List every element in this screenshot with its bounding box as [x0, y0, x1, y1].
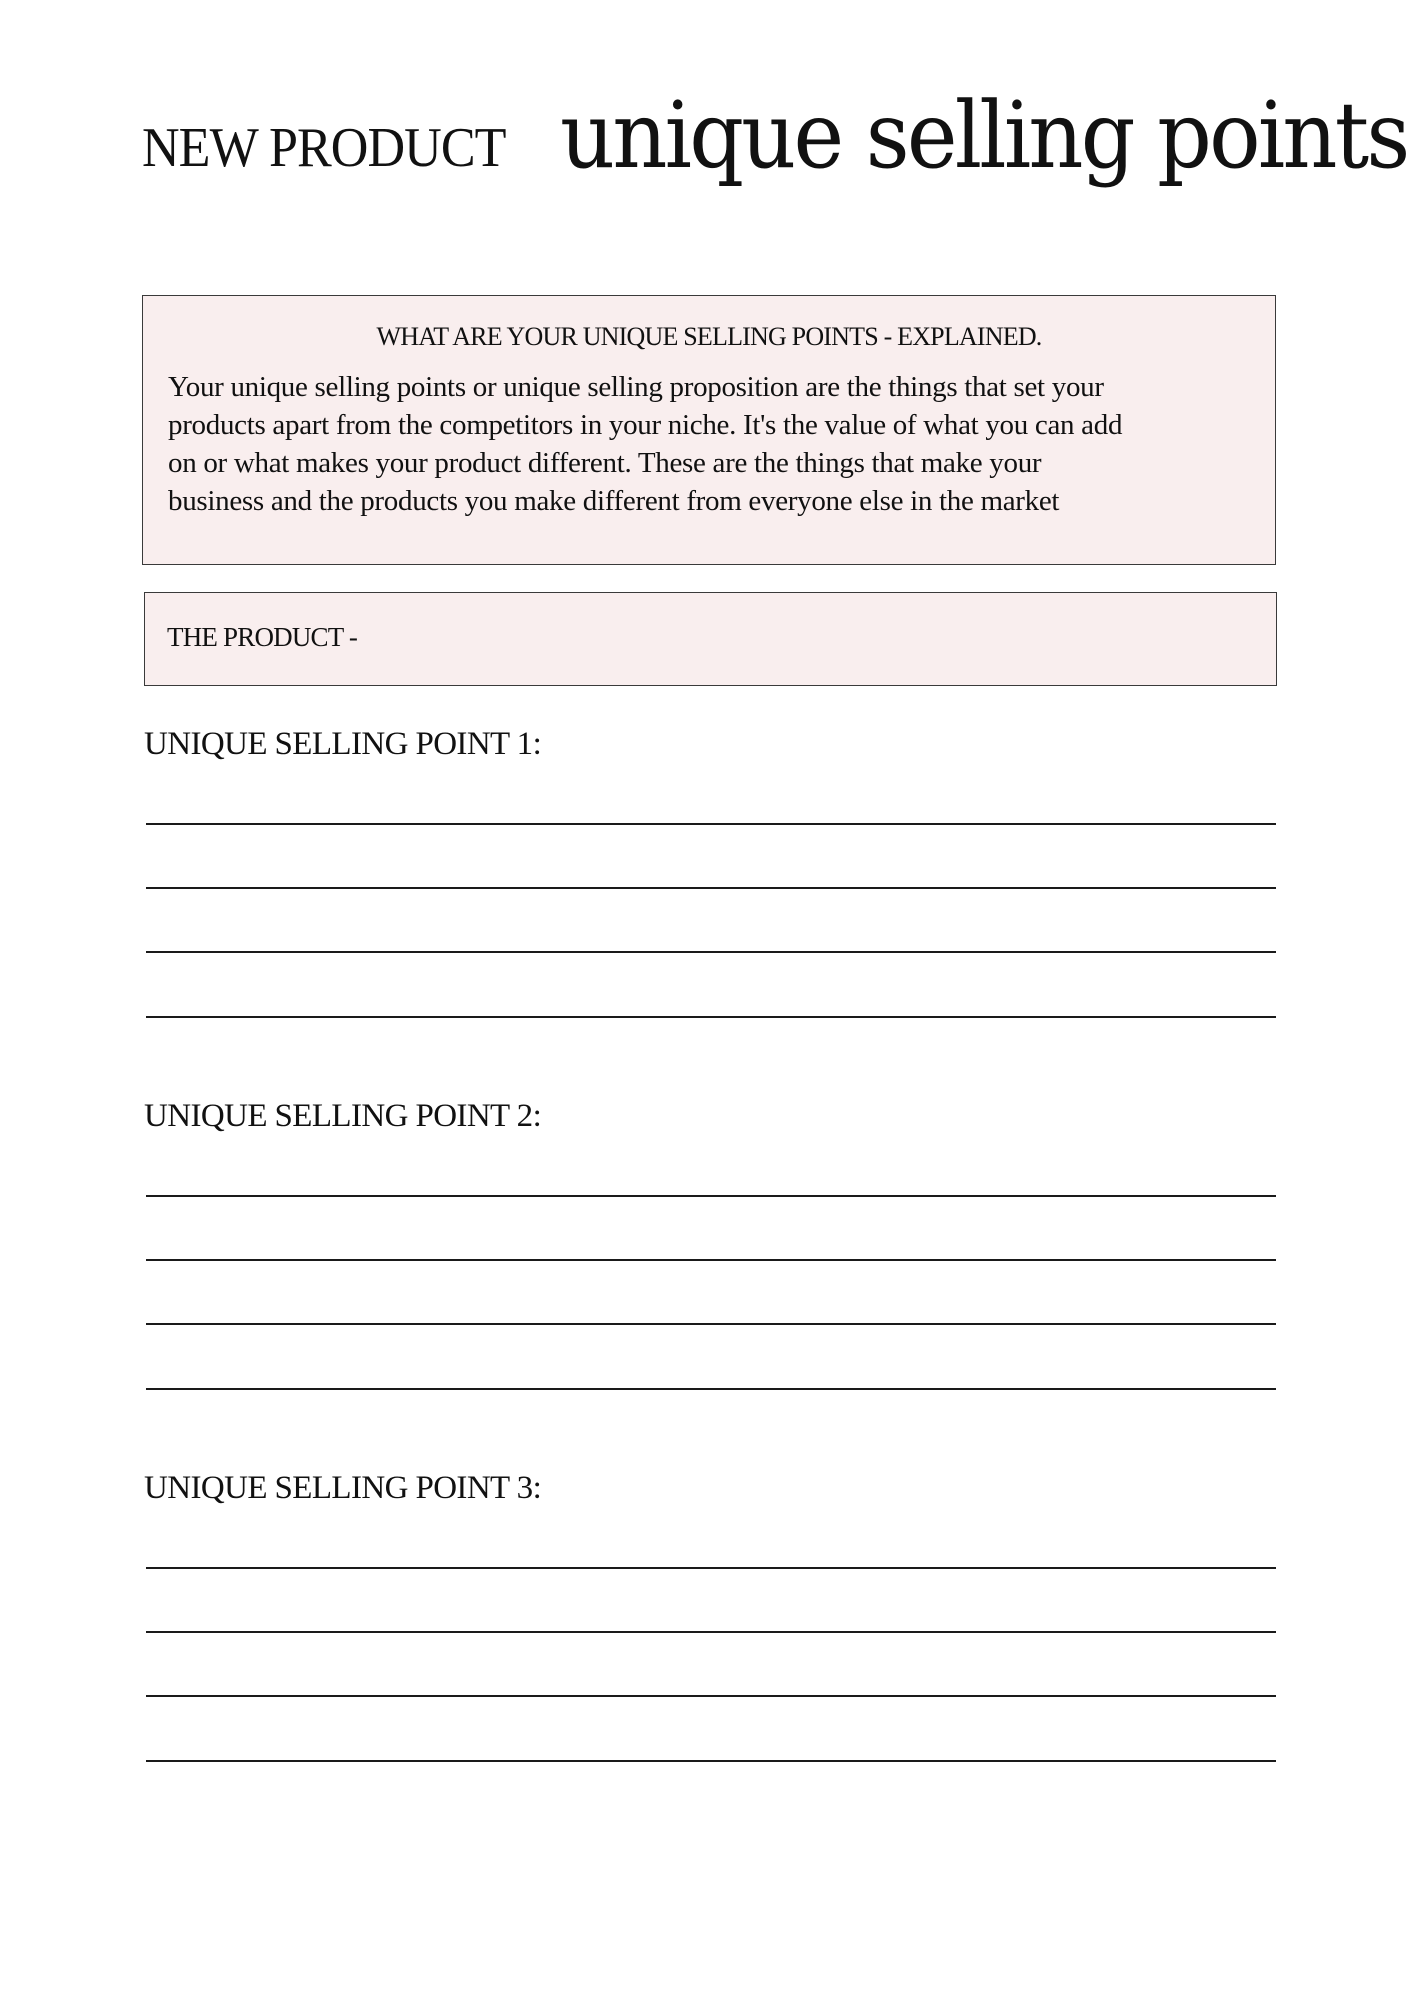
title-prefix: NEW PRODUCT [142, 117, 506, 179]
usp-3-line[interactable] [146, 1695, 1276, 1697]
explanation-line: Your unique selling points or unique selling proposition are the things that set your [168, 371, 1104, 403]
usp-1-line[interactable] [146, 951, 1276, 953]
usp-1-line[interactable] [146, 887, 1276, 889]
usp-3-heading: UNIQUE SELLING POINT 3: [144, 1470, 542, 1506]
title-main: unique selling points [560, 82, 1408, 189]
usp-2-line[interactable] [146, 1259, 1276, 1261]
usp-1-line[interactable] [146, 823, 1276, 825]
product-field[interactable] [144, 592, 1277, 686]
usp-3-line[interactable] [146, 1631, 1276, 1633]
page-title [142, 82, 1408, 202]
explanation-line: products apart from the competitors in your niche. It's the value of what you can add [168, 409, 1123, 441]
usp-2-heading: UNIQUE SELLING POINT 2: [144, 1098, 542, 1134]
usp-3-line[interactable] [146, 1567, 1276, 1569]
usp-2-line[interactable] [146, 1195, 1276, 1197]
usp-2-line[interactable] [146, 1323, 1276, 1325]
explanation-heading: WHAT ARE YOUR UNIQUE SELLING POINTS - EXPLAINED. [376, 322, 1042, 351]
explanation-line: on or what makes your product different. These are the things that make your [168, 447, 1042, 479]
product-label: THE PRODUCT - [167, 622, 358, 652]
usp-3-line[interactable] [146, 1760, 1276, 1762]
explanation-box [142, 295, 1276, 565]
explanation-line: business and the products you make different from everyone else in the market [168, 485, 1060, 517]
usp-2-line[interactable] [146, 1388, 1276, 1390]
usp-1-heading: UNIQUE SELLING POINT 1: [144, 726, 542, 762]
explanation-body [168, 368, 1255, 520]
usp-1-line[interactable] [146, 1016, 1276, 1018]
